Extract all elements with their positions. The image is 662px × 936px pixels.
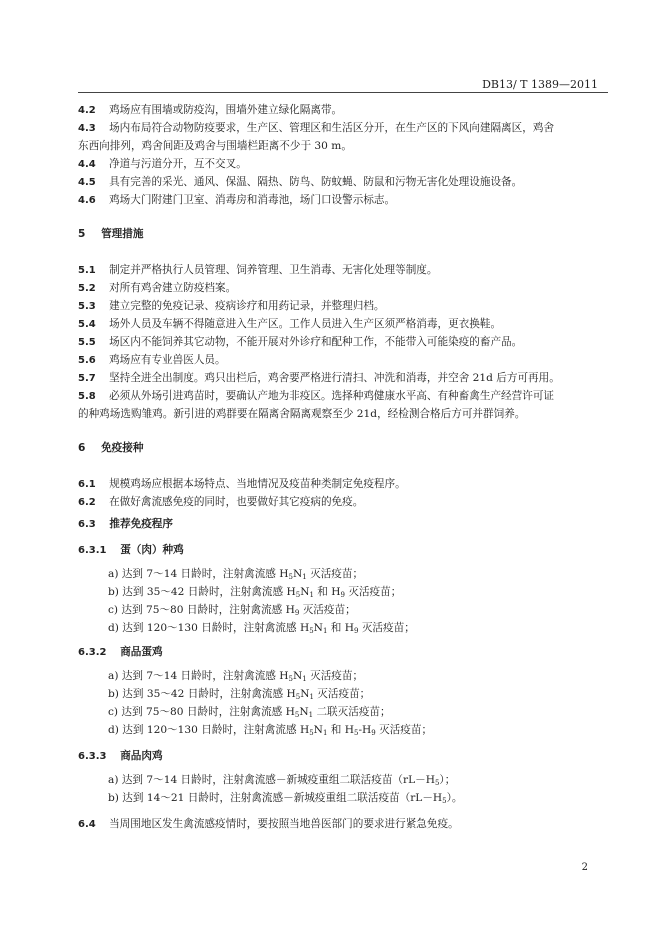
clause-text: 制定并严格执行人员管理、饲养管理、卫生消毒、无害化处理等制度。 bbox=[109, 264, 438, 276]
list-item-6-3-3-b bbox=[108, 790, 463, 810]
list-text: ）； bbox=[439, 774, 456, 786]
subscript: 1 bbox=[302, 573, 307, 581]
clause-4-5 bbox=[78, 174, 522, 191]
header-rule bbox=[78, 92, 608, 93]
clause-number: 5.3 bbox=[78, 301, 96, 312]
subscript: 5 bbox=[295, 591, 301, 599]
subscript: 9 bbox=[353, 627, 359, 635]
list-item-6-3-2-d bbox=[108, 722, 432, 742]
subscript: 9 bbox=[371, 729, 376, 737]
list-text: d) 达到 120～130 日龄时，注射禽流感 H bbox=[108, 724, 310, 736]
clause-text: 坚持全进全出制度。鸡只出栏后，鸡舍要严格进行清扫、冲洗和消毒，并空舍 21d 后方可再用。 bbox=[109, 372, 560, 384]
clause-6-4 bbox=[78, 816, 459, 833]
clause-4-2 bbox=[78, 102, 342, 119]
clause-number: 6.3.2 bbox=[78, 647, 107, 658]
clause-number: 6.1 bbox=[78, 479, 96, 490]
subscript: 1 bbox=[322, 729, 328, 737]
subscript: 5 bbox=[353, 729, 359, 737]
subsection-6-3-3-heading bbox=[78, 748, 163, 763]
list-text: b) 达到 14～21 日龄时，注射禽流感－新城疫重组二联活疫苗（rL－H bbox=[108, 792, 443, 804]
clause-5-7 bbox=[78, 370, 560, 387]
clause-number: 4.2 bbox=[78, 105, 96, 116]
clause-text: 场外人员及车辆不得随意进入生产区。工作人员进入生产区须严格消毒，更衣换鞋。 bbox=[109, 318, 502, 330]
list-item-6-3-2-b bbox=[108, 686, 370, 706]
list-text: 灭活疫苗； bbox=[299, 604, 356, 616]
list-text: a) 达到 7～14 日龄时，注射禽流感 H bbox=[108, 670, 289, 682]
list-item-6-3-3-a bbox=[108, 772, 455, 792]
list-item-6-3-1-c bbox=[108, 602, 356, 622]
list-text: b) 达到 35～42 日龄时，注射禽流感 H bbox=[108, 586, 296, 598]
section-number: 5 bbox=[78, 228, 86, 240]
document-code: DB13/ T 1389—2011 bbox=[482, 78, 598, 91]
clause-number: 5.2 bbox=[78, 283, 96, 294]
clause-5-5 bbox=[78, 334, 522, 351]
list-text: N bbox=[292, 568, 303, 580]
list-item-6-3-2-c bbox=[108, 704, 391, 724]
clause-text: 必须从外场引进鸡苗时，要确认产地为非疫区。选择种鸡健康水平高、有种畜禽生产经营许可证 bbox=[109, 390, 555, 402]
list-text: c) 达到 75～80 日龄时，注射禽流感 H bbox=[108, 706, 295, 718]
subscript: 5 bbox=[434, 779, 440, 787]
clause-number: 5.4 bbox=[78, 319, 96, 330]
subsection-6-3-heading bbox=[78, 516, 173, 531]
section-title: 管理措施 bbox=[101, 228, 144, 240]
clause-5-2 bbox=[78, 280, 236, 297]
clause-number: 4.3 bbox=[78, 123, 96, 134]
list-item-6-3-2-a bbox=[108, 668, 363, 688]
list-text: 灭活疫苗； bbox=[313, 688, 371, 700]
list-text: N bbox=[313, 724, 323, 736]
clause-text: 建立完整的免疫记录、疫病诊疗和用药记录，并整理归档。 bbox=[109, 300, 385, 312]
clause-5-3 bbox=[78, 298, 385, 315]
list-text: 灭活疫苗； bbox=[344, 586, 402, 598]
list-text: N bbox=[299, 706, 309, 718]
list-text: 和 H bbox=[313, 586, 341, 598]
subscript: 1 bbox=[309, 693, 314, 701]
clause-number: 4.4 bbox=[78, 159, 96, 170]
list-item-6-3-1-d bbox=[108, 620, 415, 640]
subscript: 5 bbox=[442, 797, 447, 805]
list-text: c) 达到 75～80 日龄时，注射禽流感 H bbox=[108, 604, 295, 616]
clause-number: 6.2 bbox=[78, 497, 96, 508]
subsection-title: 商品蛋鸡 bbox=[120, 646, 163, 658]
list-text: 和 H bbox=[327, 622, 354, 634]
list-text: N bbox=[313, 622, 323, 634]
clause-number: 4.5 bbox=[78, 177, 96, 188]
section-5-heading bbox=[78, 226, 143, 241]
subsection-title: 商品肉鸡 bbox=[120, 750, 163, 762]
clause-5-4 bbox=[78, 316, 501, 333]
subsection-6-3-1-heading bbox=[78, 542, 184, 557]
clause-text: 场内布局符合动物防疫要求，生产区、管理区和生活区分开，在生产区的下风向建隔离区，鸡舍 bbox=[109, 122, 555, 134]
clause-number: 6.4 bbox=[78, 819, 96, 830]
subscript: 5 bbox=[309, 729, 314, 737]
subscript: 5 bbox=[309, 627, 314, 635]
clause-number: 5.8 bbox=[78, 391, 96, 402]
list-text: 二联灭活疫苗； bbox=[313, 706, 391, 718]
clause-number: 6.3.3 bbox=[78, 751, 107, 762]
list-text: N bbox=[300, 688, 310, 700]
clause-text: 鸡场应有专业兽医人员。 bbox=[109, 354, 226, 366]
clause-5-1 bbox=[78, 262, 438, 279]
list-text: 灭活疫苗； bbox=[375, 724, 433, 736]
clause-6-2 bbox=[78, 494, 363, 511]
clause-5-6 bbox=[78, 352, 226, 369]
section-number: 6 bbox=[78, 442, 86, 454]
subscript: 9 bbox=[340, 591, 345, 599]
list-text: 灭活疫苗； bbox=[358, 622, 415, 634]
subsection-title: 蛋（肉）种鸡 bbox=[120, 544, 184, 556]
clause-text: 净道与污道分开，互不交叉。 bbox=[109, 158, 247, 170]
subscript: 5 bbox=[295, 693, 301, 701]
clause-4-3 bbox=[78, 120, 554, 137]
subscript: 1 bbox=[302, 675, 307, 683]
list-text: d) 达到 120～130 日龄时，注射禽流感 H bbox=[108, 622, 310, 634]
subscript: 1 bbox=[308, 711, 314, 719]
clause-5-8-continued: 的种鸡场选购雏鸡。新引进的鸡群要在隔离舍隔离观察至少 21d，经检测合格后方可并群饲养。 bbox=[78, 408, 526, 420]
list-item-6-3-1-b bbox=[108, 584, 401, 604]
clause-number: 5.1 bbox=[78, 265, 96, 276]
list-text: a) 达到 7～14 日龄时，注射禽流感－新城疫重组二联活疫苗（rL－H bbox=[108, 774, 435, 786]
list-text: 灭活疫苗； bbox=[306, 568, 364, 580]
clause-4-3-continued: 东西向排列，鸡舍间距及鸡舍与围墙栏距离不少于 30 m。 bbox=[78, 140, 352, 152]
clause-text: 场区内不能饲养其它动物，不能开展对外诊疗和配种工作，不能带入可能染疫的畜产品。 bbox=[109, 336, 523, 348]
clause-5-8 bbox=[78, 388, 554, 405]
clause-4-6 bbox=[78, 192, 395, 209]
list-text: N bbox=[292, 670, 303, 682]
clause-number: 5.5 bbox=[78, 337, 96, 348]
section-title: 免疫接种 bbox=[101, 442, 144, 454]
clause-number: 5.7 bbox=[78, 373, 96, 384]
clause-text: 在做好禽流感免疫的同时，也要做好其它疫病的免疫。 bbox=[109, 496, 364, 508]
list-text: 和 H bbox=[327, 724, 354, 736]
clause-text: 鸡场大门附建门卫室、消毒房和消毒池，场门口设警示标志。 bbox=[109, 194, 396, 206]
clause-number: 6.3.1 bbox=[78, 545, 107, 556]
clause-number: 5.6 bbox=[78, 355, 96, 366]
clause-text: 对所有鸡舍建立防疫档案。 bbox=[109, 282, 237, 294]
page-number: 2 bbox=[581, 862, 588, 873]
subscript: 5 bbox=[288, 675, 293, 683]
clause-number: 6.3 bbox=[78, 519, 96, 530]
subscript: 9 bbox=[294, 609, 300, 617]
list-text: 灭活疫苗； bbox=[306, 670, 364, 682]
list-text: ）。 bbox=[446, 792, 463, 804]
subscript: 5 bbox=[288, 573, 293, 581]
clause-6-1 bbox=[78, 476, 406, 493]
subscript: 5 bbox=[294, 711, 300, 719]
clause-text: 具有完善的采光、通风、保温、隔热、防鸟、防蚊蝇、防鼠和污物无害化处理设施设备。 bbox=[109, 176, 523, 188]
subsection-title: 推荐免疫程序 bbox=[109, 518, 173, 530]
list-text: -H bbox=[358, 724, 372, 736]
list-text: N bbox=[300, 586, 310, 598]
subscript: 1 bbox=[309, 591, 314, 599]
clause-text: 规模鸡场应根据本场特点、当地情况及疫苗种类制定免疫程序。 bbox=[109, 478, 406, 490]
list-item-6-3-1-a bbox=[108, 566, 363, 586]
list-text: a) 达到 7～14 日龄时，注射禽流感 H bbox=[108, 568, 289, 580]
subscript: 1 bbox=[322, 627, 328, 635]
clause-text: 当周围地区发生禽流感疫情时，要按照当地兽医部门的要求进行紧急免疫。 bbox=[109, 818, 459, 830]
list-text: b) 达到 35～42 日龄时，注射禽流感 H bbox=[108, 688, 296, 700]
section-6-heading bbox=[78, 440, 143, 455]
subsection-6-3-2-heading bbox=[78, 644, 163, 659]
clause-number: 4.6 bbox=[78, 195, 96, 206]
clause-4-4 bbox=[78, 156, 247, 173]
clause-text: 鸡场应有围墙或防疫沟，围墙外建立绿化隔离带。 bbox=[109, 104, 343, 116]
